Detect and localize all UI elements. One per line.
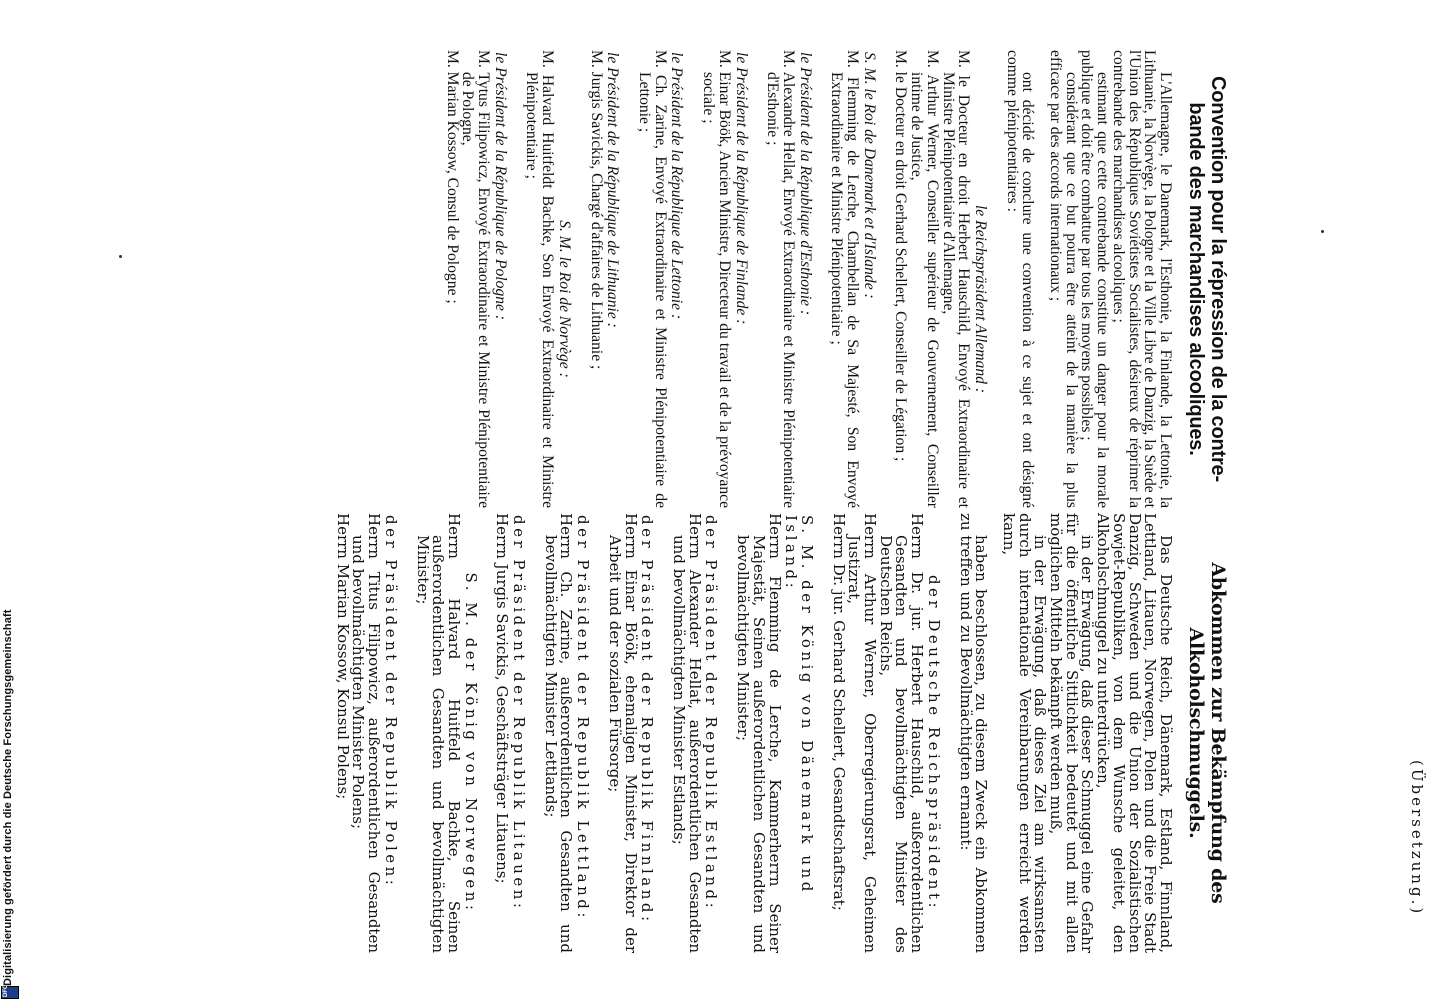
plenipotentiary-entry: Herrn Arthur Werner, Oberregierungsrat, Geheimen Justizrat, [845,513,880,953]
party-heading: le Président de la République de Lettonie : [668,52,686,320]
plenipotentiary-entry: Herrn Halvard Huitfeld Bachke, Seinen außerordentlichen Gesandten und bevollmächtigten Minister; [413,513,463,953]
translation-label: (Übersetzung.) [1408,760,1426,917]
plenipotentiary-entry: M. Alexandre Hellat, Envoyé Extraordinaire et Ministre Plénipotentiaire d'Esthonie ; [764,50,797,508]
party-heading: le Président de la République d'Esthonie : [796,52,814,316]
german-body [334,513,1173,953]
party-heading: der Präsident der Republik Polen: [381,515,400,889]
french-column [444,50,1229,508]
plenipotentiary-entry: Herrn Ch. Zarine, außerordentlichen Gesandten und bevollmächtigten Minister Lettlands; [541,513,576,953]
party-heading: der Präsident der Republik Litauen: [510,515,529,912]
plenipotentiary-entry: Herrn Jurgis Savickis, Geschäftsträger Litauens; [493,513,512,884]
plenipotentiary-entry: M. Halvard Huitfeldt Bachke, Son Envoyé Extraordinaire et Ministre Plénipotentiaire ; [523,50,557,508]
party-heading: der Präsident der Republik Finnland: [638,515,657,925]
party-heading: le Président de la République de Lithuanie : [604,52,622,328]
plenipotentiary-entry: Herrn Dr. jur. Herbert Hauschild, außerordentlichen Gesandten und bevollmächtigten Minister des Deutschen Reichs, [876,513,927,953]
party-heading: S. M. der König von Dänemark und Island: [782,515,816,895]
party-heading: der Deutsche Reichspräsident: [924,574,943,912]
preamble-paragraph: L'Allemagne, le Danemark, l'Esthonie, la Finlande, la Lettonie, la Lithuanie, la Norvège, la Pologne et la Ville Libre de Danzig, la Suède et l'Union des Républiques Soviétistes Socialistes, désireux de réprimer la contrebande des marchandises alcooliques ; [1109,50,1174,508]
preamble-paragraph: estimant que cette contrebande constitue un danger pour la morale publique et doit être combattue par tous les moyens possibles ; [1078,50,1112,508]
plenipotentiary-entry: Herrn Dr. jur. Gerhard Schellert, Gesandtschaftsrat; [829,513,848,911]
party-heading: der Präsident der Republik Estland: [702,515,721,912]
dfg-logo-icon: DFG [1,986,19,999]
preamble-paragraph: haben beschlossen, zu diesem Zweck ein Abkommen zu treffen und zu Bevollmächtigten ernannt: [956,513,991,953]
preamble-paragraph: ont décidé de conclure une convention à ce sujet et ont désigné comme plénipotentiaires : [1003,50,1037,508]
speck [119,255,122,258]
party-heading: le Président de la République de Pologne : [491,52,509,321]
plenipotentiary-entry: M. Jurgis Savickis, Chargé d'affaires de Lithuanie ; [587,50,605,370]
plenipotentiary-entry: Herrn Einar Böök, ehemaligen Minister, Direktor der Arbeit und der sozialen Fürsorge; [605,513,640,953]
party-heading: S. M. le Roi de Norvège : [555,220,573,378]
preamble-paragraph: considérant que ce but pourra être atteint de la manière la plus efficace par des accords internationaux ; [1047,50,1080,508]
party-heading: S. M. le Roi de Danemark et d'Islande : [860,52,878,299]
german-title: Abkommen zur Bekämpfung des Alkoholschmuggels. [1185,562,1229,904]
plenipotentiary-entry: Herrn Titus Filipowicz, außerordentlichen Gesandten und bevollmächtigten Minister Polens; [349,513,384,953]
plenipotentiary-entry: Herrn Flemming de Lerche, Kammerherrn Seiner Majestät, Seinen außerordentlichen Gesandten und bevollmächtigten Minister; [734,513,784,953]
french-body [444,50,1173,508]
party-heading: le Reichspräsident Allemand : [971,204,989,394]
plenipotentiary-entry: M. Ch. Zarine, Envoyé Extraordinaire et Ministre Plénipotentiaire de Lettonie ; [636,50,669,508]
party-heading: der Präsident der Republik Lettland: [574,515,593,921]
party-heading: le Président de la République de Finlande : [732,52,750,325]
footer-credit: Digitalisierung gefördert durch die Deutsche Forschungsgemeinschaft [2,609,14,986]
plenipotentiary-entry: M. le Docteur en droit Gerhard Schellert, Conseiller de Légation ; [892,50,910,462]
preamble-paragraph: in der Erwägung, daß dieses Ziel am wirksamsten durch internationale Vereinbarungen erreicht werden kann, [999,513,1050,953]
plenipotentiary-entry: Herrn Alexander Hellat, außerordentlichen Gesandten und bevollmächtigten Minister Estlands; [670,513,704,953]
plenipotentiary-entry: M. Flemming de Lerche, Chambellan de Sa Majesté, Son Envoyé Extraordinaire et Ministre Plénipotentiaire ; [828,50,862,508]
plenipotentiary-entry: M. Tytus Filipowicz, Envoyé Extraordinaire et Ministre Plénipotentiaire de Pologne, [459,50,493,508]
plenipotentiary-entry: M. le Docteur en droit Herbert Hauschild, Envoyé Extraordinaire et Ministre Plénipotentiaire d'Allemagne, [939,50,973,508]
party-heading: S. M. der König von Norwegen: [461,572,480,914]
plenipotentiary-entry: M. Marian Kossow, Consul de Pologne ; [443,50,461,304]
preamble-paragraph: in der Erwägung, daß dieser Schmuggel eine Gefahr für die öffentliche Sittlichkeit bedeutet und mit allen möglichen Mitteln bekämpft werden muß, [1047,513,1097,953]
footer-bar [0,0,22,1000]
speck [1321,230,1324,233]
plenipotentiary-entry: M. Einar Böök, Ancien Ministre, Directeur du travail et de la prévoyance sociale ; [700,50,733,508]
plenipotentiary-entry: Herrn Marian Kossow, Konsul Polens; [333,513,352,800]
preamble-paragraph: Das Deutsche Reich, Dänemark, Estland, Finnland, Lettland, Litauen, Norwegen, Polen und die Freie Stadt Danzig, Schweden und die Union der Sozialistischen Sowjet-Republiken, von dem Wunsche geleitet, den Alkoholschmuggel zu unterdrücken, [1094,513,1175,953]
plenipotentiary-entry: M. Arthur Werner, Conseiller supérieur de Gouvernement, Conseiller intime de Justice, [908,50,941,508]
german-column [334,513,1229,953]
french-title: Convention pour la répression de la contre-bande des marchandises alcooliques. [1185,76,1229,482]
